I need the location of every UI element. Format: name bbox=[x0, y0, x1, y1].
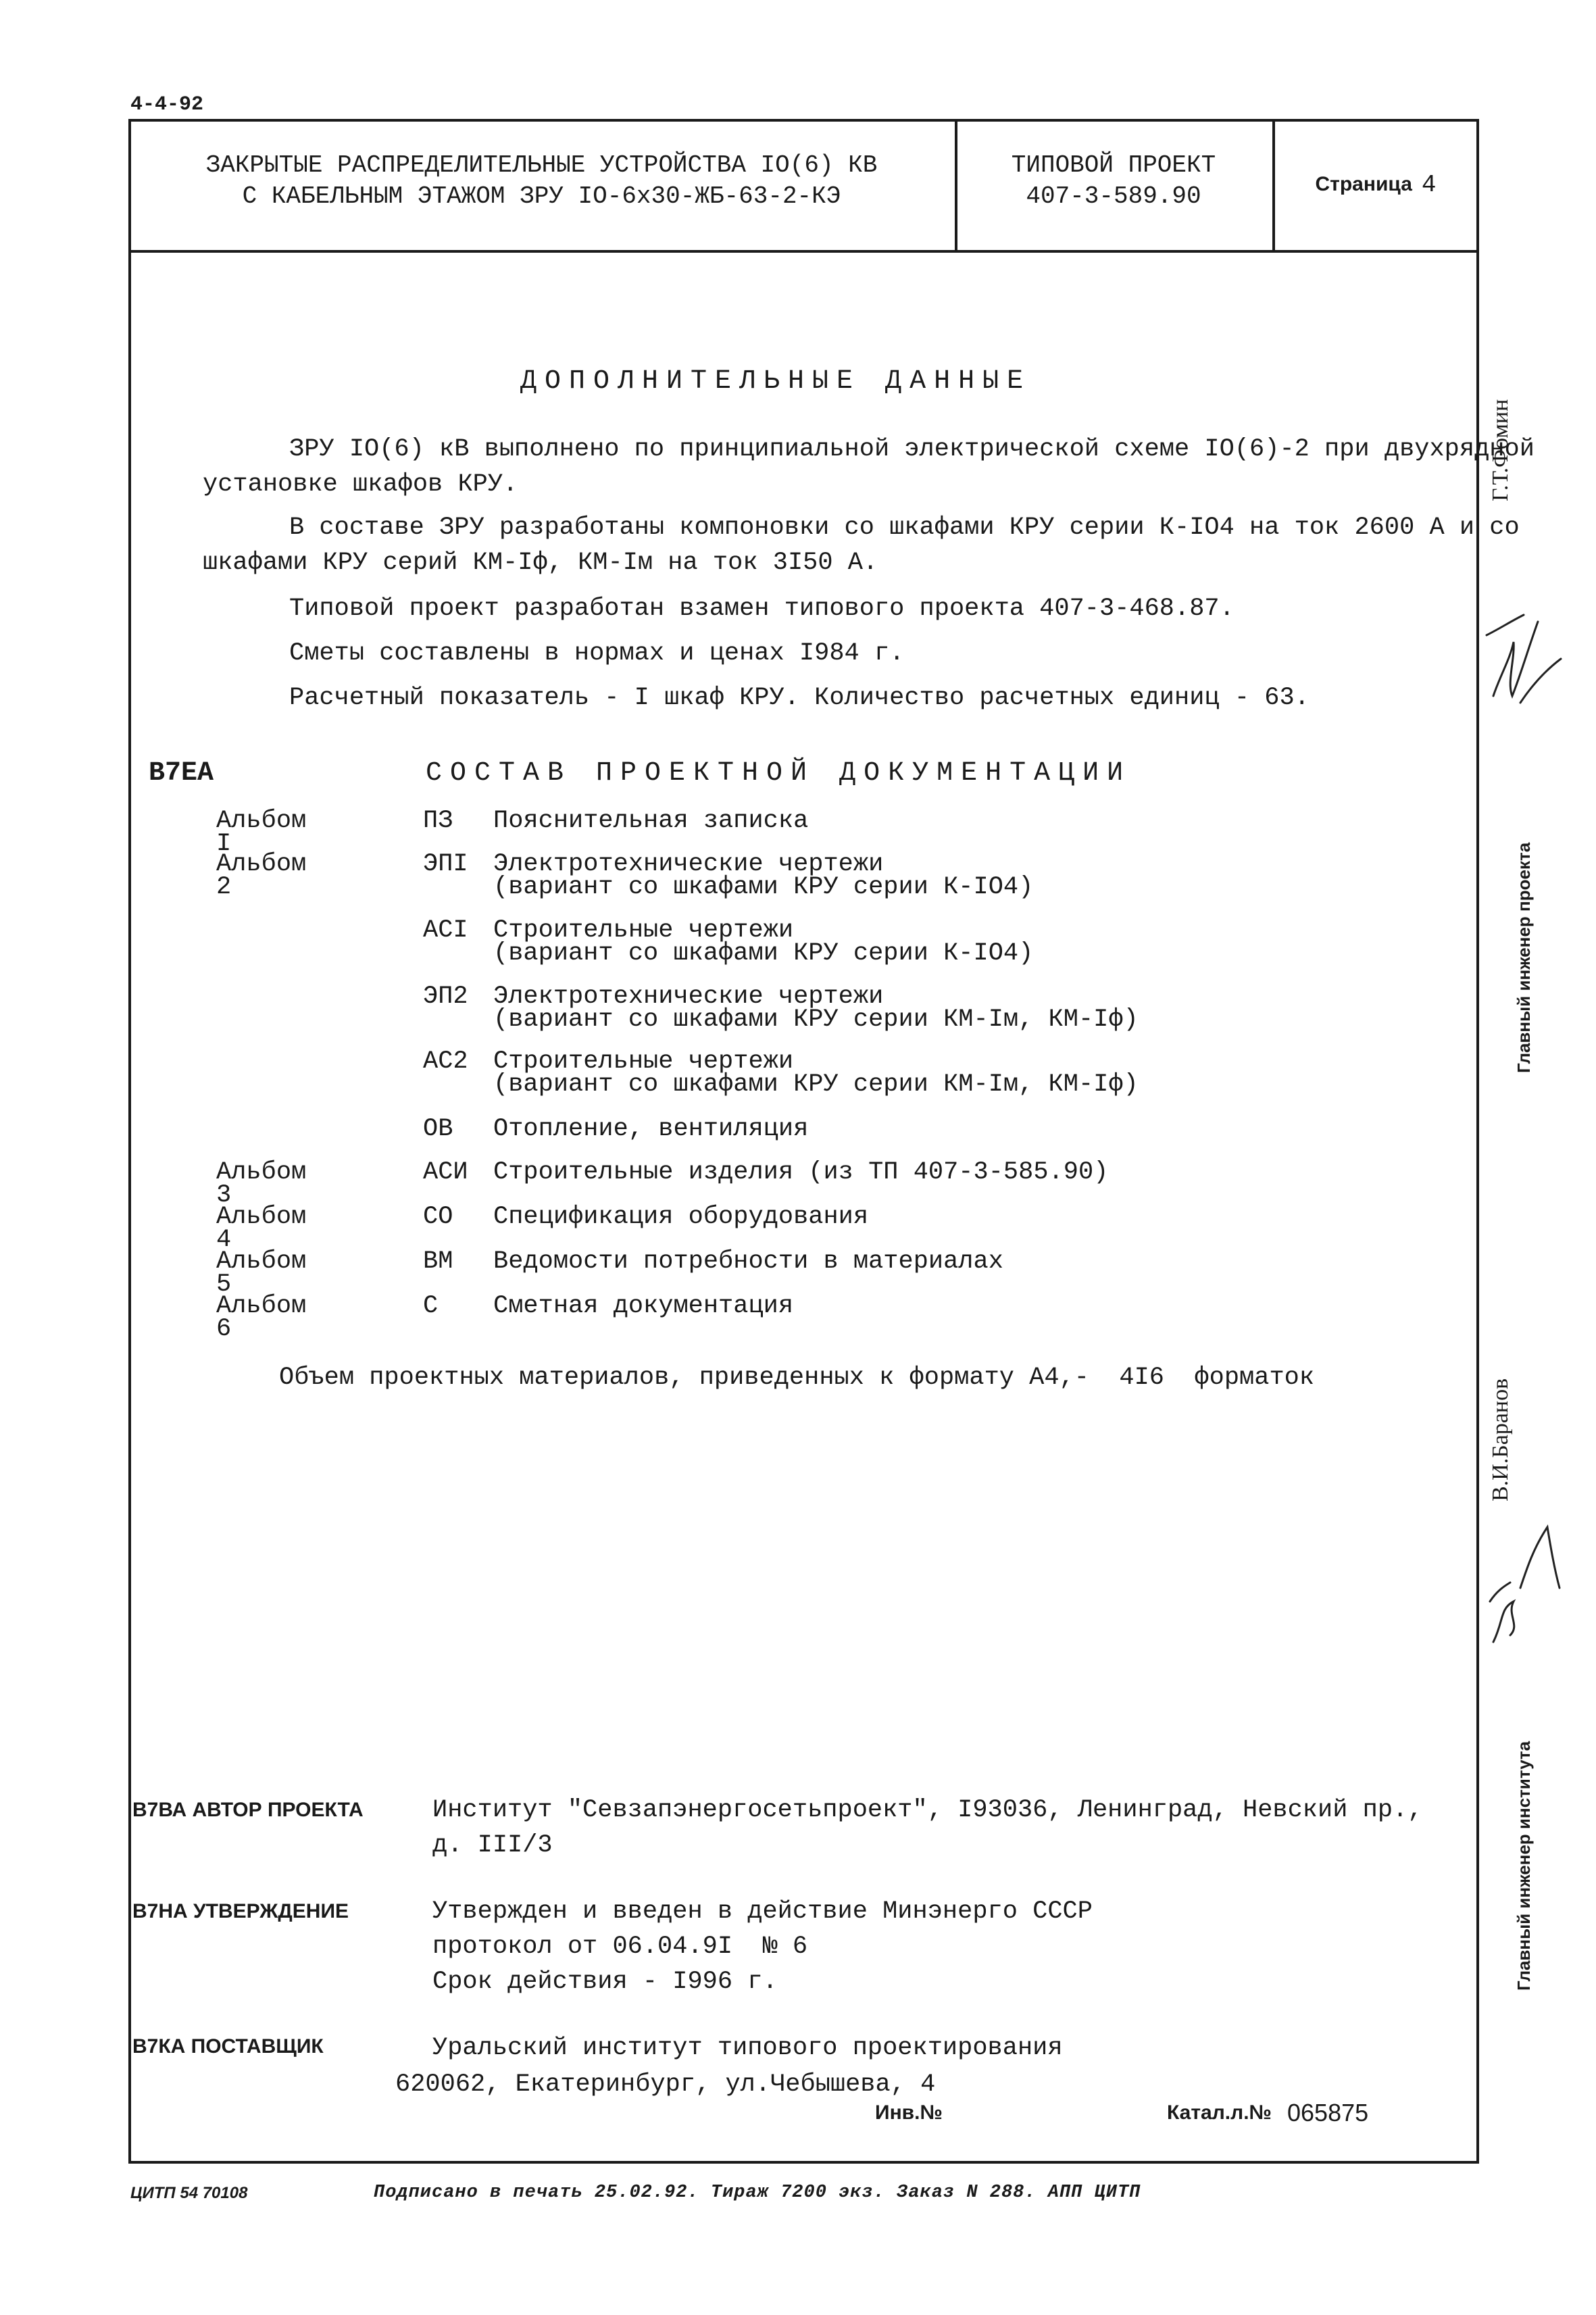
signature-icon bbox=[1473, 1507, 1568, 1656]
volume-line: Объем проектных материалов, приведенных к формату А4,- 4I6 форматок bbox=[279, 1364, 1315, 1392]
header-title-line: ЗАКРЫТЫЕ РАСПРЕДЕЛИТЕЛЬНЫЕ УСТРОЙСТВА IO(6) КВ bbox=[205, 151, 878, 179]
side-name-bottom: В.И.Баранов bbox=[1488, 1378, 1513, 1501]
album-desc: Электротехнические чертежи (вариант со шкафами КРУ серии КМ-Iм, КМ-Iф) bbox=[493, 982, 1139, 1034]
header-project bbox=[955, 150, 1272, 212]
side-role-top: Главный инженер проекта bbox=[1514, 842, 1534, 1073]
paragraph-line: установке шкафов КРУ. bbox=[203, 470, 518, 499]
supplier-label: В7КА ПОСТАВЩИК bbox=[132, 2035, 324, 2058]
header-page bbox=[1272, 119, 1479, 250]
catalog-label: Катал.л.№ bbox=[1167, 2101, 1272, 2124]
document-code: 4-4-92 bbox=[130, 93, 204, 116]
inventory-label: Инв.№ bbox=[875, 2101, 943, 2124]
paragraph-line: В составе ЗРУ разработаны компоновки со шкафами КРУ серии К-IO4 на ток 2600 А и со bbox=[289, 514, 1520, 542]
paragraph-line: шкафами КРУ серий КМ-Iф, КМ-Iм на ток 3I50 А. bbox=[203, 549, 878, 577]
paragraph-line: Типовой проект разработан взамен типового проекта 407-3-468.87. bbox=[289, 595, 1235, 623]
album-label: Альбом 2 bbox=[216, 850, 307, 901]
album-desc: Строительные чертежи (вариант со шкафами КРУ серии КМ-Iм, КМ-Iф) bbox=[493, 1047, 1139, 1099]
album-code: АСI bbox=[423, 916, 468, 945]
album-desc: Электротехнические чертежи (вариант со шкафами КРУ серии К-IO4) bbox=[493, 850, 1034, 901]
signature-icon bbox=[1473, 595, 1568, 737]
supplier-line: Уральский институт типового проектирования bbox=[432, 2034, 1063, 2062]
header-title bbox=[128, 150, 955, 212]
album-label: Альбом 3 bbox=[216, 1158, 307, 1210]
album-code: СО bbox=[423, 1203, 453, 1231]
supplier-line: 620062, Екатеринбург, ул.Чебышева, 4 bbox=[395, 2070, 936, 2099]
project-number: 407-3-589.90 bbox=[1026, 182, 1201, 210]
album-label: Альбом 6 bbox=[216, 1292, 307, 1343]
paragraph-line: Расчетный показатель - I шкаф КРУ. Количество расчетных единиц - 63. bbox=[289, 684, 1310, 712]
album-desc: Строительные изделия (из ТП 407-3-585.90) bbox=[493, 1158, 1109, 1187]
approval-line: протокол от 06.04.9I № 6 bbox=[432, 1933, 808, 1961]
page-label: Страница bbox=[1315, 173, 1412, 195]
album-code: ВМ bbox=[423, 1247, 453, 1276]
paragraph-line: Сметы составлены в нормах и ценах I984 г. bbox=[289, 639, 905, 668]
approval-line: Срок действия - I996 г. bbox=[432, 1968, 778, 1996]
author-line: д. III/3 bbox=[432, 1831, 553, 1860]
album-desc: Ведомости потребности в материалах bbox=[493, 1247, 1003, 1276]
side-name-top: Г.Т.Фомин bbox=[1488, 399, 1513, 501]
project-label: ТИПОВОЙ ПРОЕКТ bbox=[1011, 151, 1216, 179]
print-info: Подписано в печать 25.02.92. Тираж 7200 экз. Заказ N 288. АПП ЦИТП bbox=[374, 2183, 1141, 2203]
header-title-line: С КАБЕЛЬНЫМ ЭТАЖОМ ЗРУ IO-6x30-ЖБ-63-2-КЭ bbox=[242, 182, 841, 210]
side-role-bottom: Главный инженер института bbox=[1514, 1741, 1534, 1991]
album-code: ЭП2 bbox=[423, 982, 468, 1011]
catalog-number: 065875 bbox=[1287, 2099, 1369, 2126]
album-desc: Сметная документация bbox=[493, 1292, 794, 1320]
composition-title: СОСТАВ ПРОЕКТНОЙ ДОКУМЕНТАЦИИ bbox=[426, 758, 1132, 789]
album-desc: Спецификация оборудования bbox=[493, 1203, 869, 1231]
album-code: С bbox=[423, 1292, 439, 1320]
album-label: Альбом I bbox=[216, 807, 307, 858]
approval-label: В7НА УТВЕРЖДЕНИЕ bbox=[132, 1900, 349, 1922]
approval-line: Утвержден и введен в действие Минэнерго СССР bbox=[432, 1897, 1093, 1926]
album-desc: Строительные чертежи (вариант со шкафами КРУ серии К-IO4) bbox=[493, 916, 1034, 968]
album-label: Альбом 5 bbox=[216, 1247, 307, 1299]
album-code: ЭПI bbox=[423, 850, 468, 878]
paragraph-line: ЗРУ IO(6) кВ выполнено по принципиальной электрической схеме IO(6)-2 при двухрядной bbox=[289, 435, 1535, 464]
page-number: 4 bbox=[1421, 170, 1437, 199]
author-line: Институт "Севзапэнергосетьпроект", I93036, Ленинград, Невский пр., bbox=[432, 1796, 1423, 1824]
composition-label: В7ЕА bbox=[149, 758, 214, 789]
album-desc: Пояснительная записка bbox=[493, 807, 809, 835]
album-label: Альбом 4 bbox=[216, 1203, 307, 1254]
album-desc: Отопление, вентиляция bbox=[493, 1115, 809, 1143]
album-code: ОВ bbox=[423, 1115, 453, 1143]
header-block bbox=[128, 119, 1479, 253]
bottom-code: ЦИТП 54 70108 bbox=[130, 2184, 248, 2202]
album-code: АСИ bbox=[423, 1158, 468, 1187]
section-title: ДОПОЛНИТЕЛЬНЫЕ ДАННЫЕ bbox=[520, 366, 1032, 397]
album-code: ПЗ bbox=[423, 807, 453, 835]
author-label: В7ВА АВТОР ПРОЕКТА bbox=[132, 1799, 364, 1821]
album-code: АС2 bbox=[423, 1047, 468, 1076]
